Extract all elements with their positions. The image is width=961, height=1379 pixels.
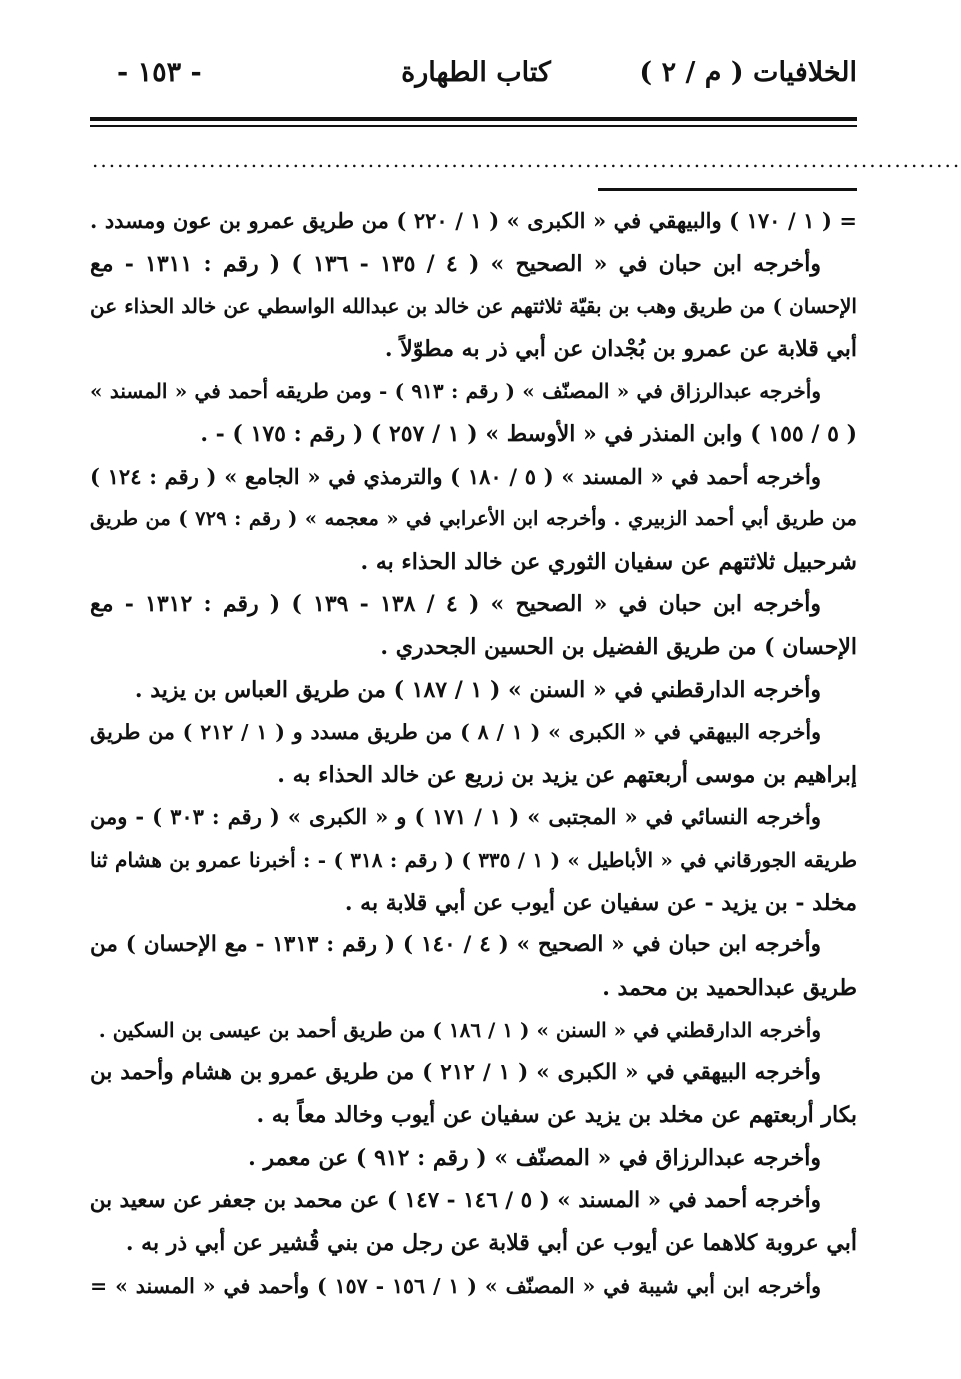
footnote-line: وأخرجه أحمد في « المسند » ( ٥ / ١٨٠ ) والترمذي في « الجامع » ( رقم : ١٢٤ ) — [90, 463, 822, 489]
running-header — [95, 52, 857, 98]
footnote-line: وأخرجه أحمد في « المسند » ( ٥ / ١٤٦ - ١٤٧ ) عن محمد بن جعفر عن سعيد بن — [89, 1187, 821, 1213]
footnote-line: أبي قلابة عن عمرو بن بُجْدان عن أبي ذر به مطوّلاً . — [384, 335, 857, 362]
footnote-line: مخلد - بن يزيد - عن سفيان عن أيوب عن أبي قلابة به . — [344, 889, 857, 916]
footnote-line: وأخرجه النسائي في « المجتبى » ( ١ / ١٧١ ) و « الكبرى » ( رقم : ٣٠٣ ) - ومن — [90, 804, 821, 830]
footnote-line: الإحسان ) من طريق وهب بن بقيّة ثلاثتهم عن خالد بن عبدالله الواسطي عن خالد الحذاء عن — [90, 294, 857, 319]
header-rule-thick — [90, 117, 857, 121]
footnote-line: وأخرجه البيهقي في « الكبرى » ( ١ / ٢١٢ ) من طريق عمرو بن هشام وأحمد بن — [90, 1059, 821, 1085]
footnote-line: طريقه الجورقاني في « الأباطيل » ( ١ / ٣٣٥ ) ( رقم : ٣١٨ ) - : أخبرنا عمرو بن هشام ثنا — [90, 847, 857, 872]
footnote-line: وأخرجه ابن أبي شيبة في « المصنّف » ( ١ / ١٥٦ - ١٥٧ ) وأحمد في « المسند » = — [90, 1273, 821, 1298]
footnote-line: وأخرجه البيهقي في « الكبرى » ( ١ / ٨ ) من طريق مسدد و ( ١ / ٢١٢ ) من طريق — [90, 720, 822, 745]
footnote-text — [90, 200, 857, 1307]
footnote-line: وأخرجه ابن حبان في « الصحيح » ( ٤ / ١٣٨ - ١٣٩ ) ( رقم : ١٣١٢ - مع — [90, 591, 821, 618]
header-rule-thin — [90, 125, 857, 127]
footnote-line: الإحسان ) من طريق الفضيل بن الحسين الجحدري . — [380, 633, 857, 660]
book-title: الخلافيات ( م / ٢ ) — [639, 57, 857, 88]
footnote-rule — [598, 188, 857, 191]
footnote-line: = ( ١ / ١٧٠ ) والبيهقي في « الكبرى » ( ١ / ٢٢٠ ) من طريق عمرو بن عون ومسدد . — [90, 208, 857, 233]
dotted-separator: ........................................................................................................ — [92, 148, 961, 172]
footnote-line: إبراهيم بن موسى أربعتهم عن يزيد بن زريع عن خالد الحذاء به . — [277, 761, 857, 788]
footnote-line: شرحبيل ثلاثتهم عن سفيان الثوري عن خالد الحذاء به . — [360, 548, 857, 575]
page-number: - ١٥٣ - — [117, 57, 202, 88]
footnote-line: أبي عروبة كلاهما عن أيوب عن أبي قلابة عن رجل من بني قُشير عن أبي ذر به . — [125, 1230, 857, 1257]
footnote-line: من طريق أبي أحمد الزبيري . وأخرجه ابن الأعرابي في « معجمه » ( رقم : ٧٢٩ ) من طريق — [90, 507, 857, 531]
footnote-line: طريق عبدالحميد بن محمد . — [602, 974, 857, 1001]
footnote-line: وأخرجه الدارقطني في « السنن » ( ١ / ١٨٦ ) من طريق أحمد بن عيسى بن السكين . — [98, 1018, 821, 1043]
footnote-line: ( ٥ / ١٥٥ ) وابن المنذر في « الأوسط » ( ١ / ٢٥٧ ) ( رقم : ١٧٥ ) - . — [200, 420, 857, 447]
footnote-line: وأخرجه الدارقطني في « السنن » ( ١ / ١٨٧ ) من طريق العباس بن يزيد . — [134, 676, 821, 703]
footnote-line: وأخرجه ابن حبان في « الصحيح » ( ٤ / ١٣٥ - ١٣٦ ) ( رقم : ١٣١١ - مع — [90, 250, 821, 277]
footnote-line: بكار أربعتهم عن مخلد بن يزيد عن سفيان عن أيوب وخالد معاً به . — [256, 1102, 857, 1129]
footnote-line: وأخرجه ابن حبان في « الصحيح » ( ٤ / ١٤٠ ) ( رقم : ١٣١٣ - مع الإحسان ) من — [90, 932, 821, 958]
footnote-line: وأخرجه عبدالرزاق في « المصنّف » ( رقم : ٩١٣ ) - ومن طريقه أحمد في « المسند » — [90, 379, 822, 404]
chapter-title: كتاب الطهارة — [401, 57, 551, 88]
footnote-line: وأخرجه عبدالرزاق في « المصنّف » ( رقم : ٩١٢ ) عن معمر . — [248, 1145, 821, 1172]
